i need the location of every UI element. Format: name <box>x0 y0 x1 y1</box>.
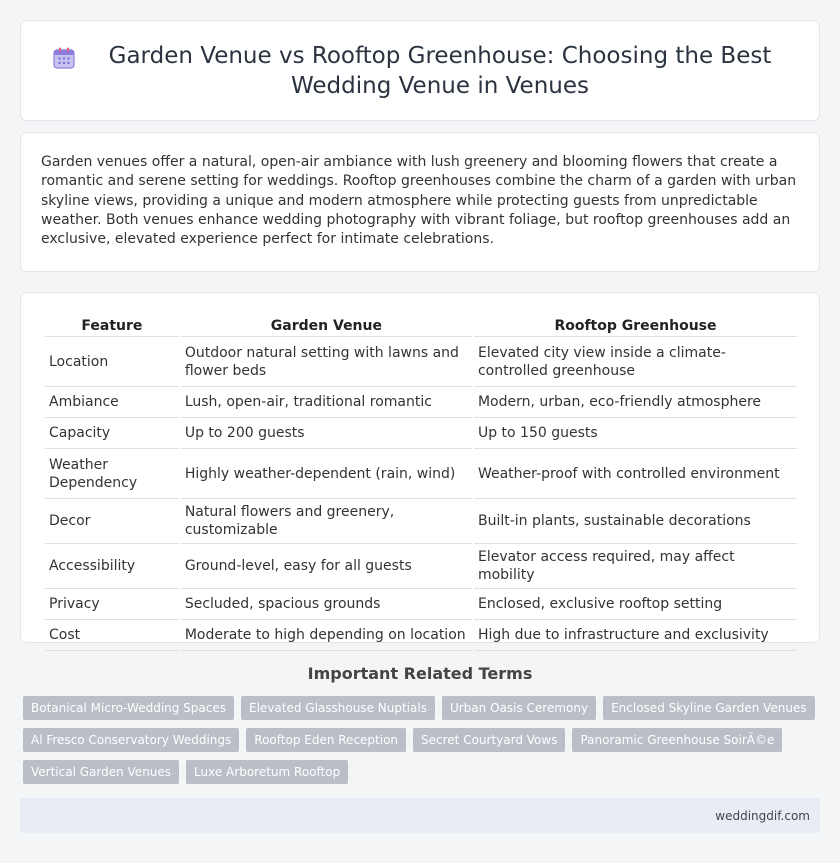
row-garden-value: Outdoor natural setting with lawns and flower beds <box>181 337 472 387</box>
table-row <box>45 499 797 544</box>
calendar-icon <box>51 45 77 71</box>
row-feature: Privacy <box>45 589 179 620</box>
row-rooftop-value: Enclosed, exclusive rooftop setting <box>474 589 797 620</box>
intro-card <box>20 132 820 272</box>
title-wrap <box>21 21 819 120</box>
row-feature: Accessibility <box>45 544 179 589</box>
related-terms-title: Important Related Terms <box>307 664 533 683</box>
row-rooftop-value: Weather-proof with controlled environment <box>474 449 797 499</box>
header-rooftop-greenhouse: Rooftop Greenhouse <box>474 313 797 337</box>
row-garden-value: Ground-level, easy for all guests <box>181 544 472 589</box>
row-rooftop-value: Elevated city view inside a climate-controlled greenhouse <box>474 337 797 387</box>
header-garden-venue: Garden Venue <box>181 313 472 337</box>
table-row <box>45 449 797 499</box>
table-row <box>45 387 797 418</box>
row-garden-value: Up to 200 guests <box>181 418 472 449</box>
comparison-table <box>43 313 799 651</box>
table-row <box>45 620 797 651</box>
footer-site-name[interactable]: weddingdif.com <box>715 809 810 823</box>
tag-row <box>23 760 823 784</box>
related-term-tag[interactable]: Enclosed Skyline Garden Venues <box>603 696 815 720</box>
intro-paragraph: Garden venues offer a natural, open-air ambiance with lush greenery and blooming flowers that create a romantic and serene setting for weddings. Rooftop greenhouses combine the charm of a garden with urban skyline views, providing a unique and modern atmosphere while protecting guests from unpredictable weather. Both venues enhance wedding photography with vibrant foliage, but rooftop greenhouses add an exclusive, elevated experience perfect for intimate celebrations. <box>41 154 797 248</box>
page-title: Garden Venue vs Rooftop Greenhouse: Choosing the Best Wedding Venue in Venues <box>108 42 772 99</box>
row-feature: Location <box>45 337 179 387</box>
tag-row <box>23 696 823 720</box>
related-term-tag[interactable]: Luxe Arboretum Rooftop <box>186 760 348 784</box>
tag-row <box>23 728 823 752</box>
related-term-tag[interactable]: Botanical Micro-Wedding Spaces <box>23 696 234 720</box>
title-card <box>20 20 820 121</box>
related-terms-tags <box>23 696 823 792</box>
row-garden-value: Secluded, spacious grounds <box>181 589 472 620</box>
row-feature: Decor <box>45 499 179 544</box>
related-term-tag[interactable]: Urban Oasis Ceremony <box>442 696 596 720</box>
row-rooftop-value: Elevator access required, may affect mobility <box>474 544 797 589</box>
related-term-tag[interactable]: Rooftop Eden Reception <box>246 728 406 752</box>
row-rooftop-value: Up to 150 guests <box>474 418 797 449</box>
table-row <box>45 418 797 449</box>
row-feature: Ambiance <box>45 387 179 418</box>
footer <box>20 798 820 833</box>
row-feature: Weather Dependency <box>45 449 179 499</box>
row-garden-value: Highly weather-dependent (rain, wind) <box>181 449 472 499</box>
related-term-tag[interactable]: Panoramic Greenhouse SoirÃ©e <box>572 728 782 752</box>
related-term-tag[interactable]: Secret Courtyard Vows <box>413 728 565 752</box>
related-term-tag[interactable]: Vertical Garden Venues <box>23 760 179 784</box>
row-garden-value: Lush, open-air, traditional romantic <box>181 387 472 418</box>
table-row <box>45 544 797 589</box>
row-feature: Cost <box>45 620 179 651</box>
row-rooftop-value: Built-in plants, sustainable decorations <box>474 499 797 544</box>
table-row <box>45 589 797 620</box>
table-row <box>45 337 797 387</box>
comparison-table-card <box>20 292 820 643</box>
row-rooftop-value: Modern, urban, eco-friendly atmosphere <box>474 387 797 418</box>
row-garden-value: Natural flowers and greenery, customizable <box>181 499 472 544</box>
row-feature: Capacity <box>45 418 179 449</box>
row-garden-value: Moderate to high depending on location <box>181 620 472 651</box>
header-feature: Feature <box>45 313 179 337</box>
related-term-tag[interactable]: Al Fresco Conservatory Weddings <box>23 728 239 752</box>
row-rooftop-value: High due to infrastructure and exclusivity <box>474 620 797 651</box>
related-term-tag[interactable]: Elevated Glasshouse Nuptials <box>241 696 435 720</box>
table-header-row <box>45 313 797 337</box>
